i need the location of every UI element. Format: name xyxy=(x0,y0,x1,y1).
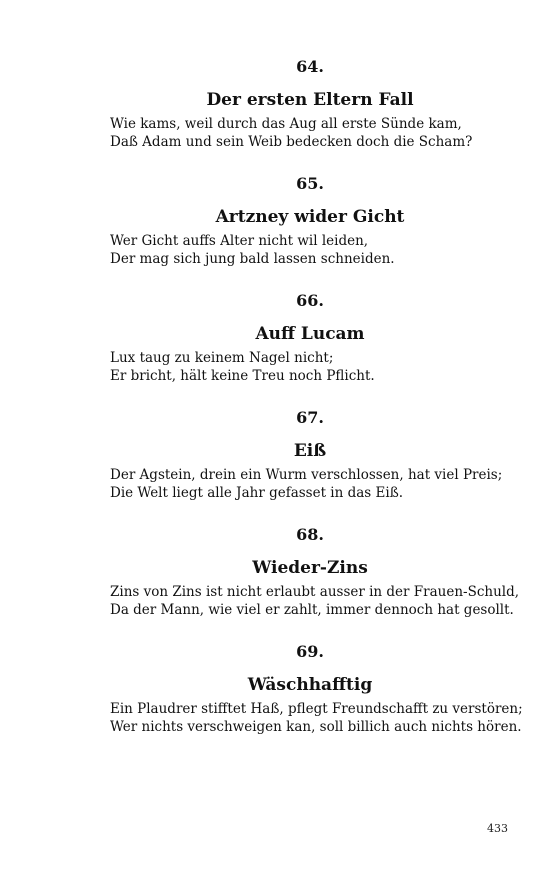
poem-title: Wieder-Zins xyxy=(252,558,368,578)
poem-line: Zins von Zins ist nicht erlaubt ausser in der Frauen-Schuld, xyxy=(110,584,520,600)
page-body xyxy=(110,56,523,736)
poem-number: 68. xyxy=(296,525,324,544)
poem-line: Er bricht, hält keine Treu noch Pflicht. xyxy=(110,368,375,384)
poem-line: Da der Mann, wie viel er zahlt, immer dennoch hat gesollt. xyxy=(110,602,514,618)
page-number: 433 xyxy=(487,822,508,835)
poem-line: Lux taug zu keinem Nagel nicht; xyxy=(110,350,334,366)
poem-65 xyxy=(110,173,510,268)
poem-number: 66. xyxy=(296,291,324,310)
poem-line: Wer nichts verschweigen kan, soll billich auch nichts hören. xyxy=(110,719,522,735)
poem-line: Ein Plaudrer stifftet Haß, pflegt Freundschafft zu verstören; xyxy=(110,701,523,717)
poem-line: Der mag sich jung bald lassen schneiden. xyxy=(110,251,395,267)
poem-66 xyxy=(110,290,510,385)
poem-number: 64. xyxy=(296,57,324,76)
poem-title: Wäschhafftig xyxy=(247,675,373,695)
poem-line: Wer Gicht auffs Alter nicht wil leiden, xyxy=(110,233,369,249)
poem-67 xyxy=(110,407,510,502)
poem-title: Der ersten Eltern Fall xyxy=(206,90,414,110)
poem-number: 67. xyxy=(296,408,324,427)
poem-line: Der Agstein, drein ein Wurm verschlossen, hat viel Preis; xyxy=(110,467,503,483)
poem-69 xyxy=(110,641,523,736)
poem-68 xyxy=(110,524,520,619)
poem-title: Auff Lucam xyxy=(255,324,365,344)
poem-line: Daß Adam und sein Weib bedecken doch die Scham? xyxy=(110,134,473,150)
poem-title: Artzney wider Gicht xyxy=(215,207,405,227)
poem-title: Eiß xyxy=(293,441,327,461)
poem-number: 69. xyxy=(296,642,324,661)
poem-64 xyxy=(110,56,510,151)
poem-line: Wie kams, weil durch das Aug all erste Sünde kam, xyxy=(110,116,462,132)
poem-line: Die Welt liegt alle Jahr gefasset in das Eiß. xyxy=(110,485,403,501)
poem-number: 65. xyxy=(296,174,324,193)
